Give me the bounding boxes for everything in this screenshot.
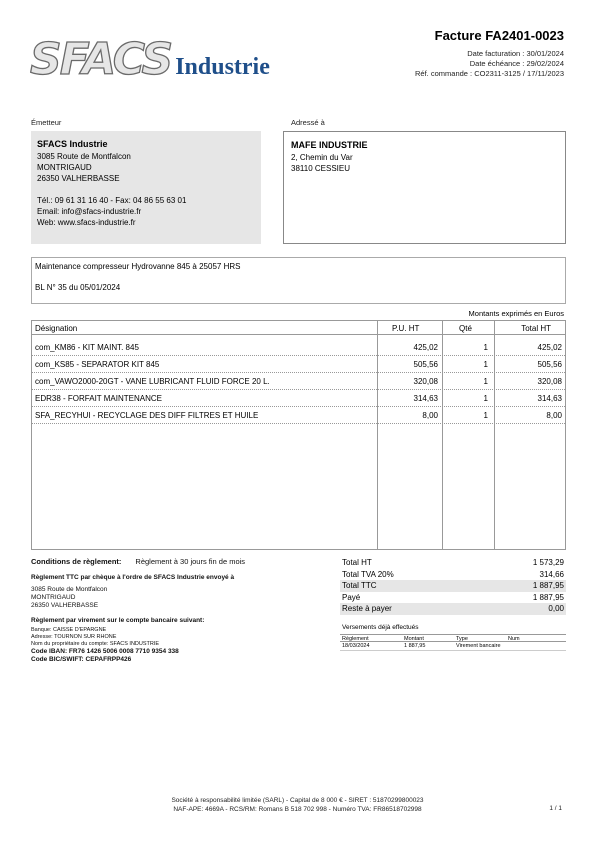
table-row <box>32 339 565 356</box>
object-box <box>31 257 566 304</box>
total-value: 1 887,95 <box>532 592 564 602</box>
col-designation: Désignation <box>35 324 78 333</box>
payments-table <box>340 634 566 651</box>
cheque-address-line: MONTRIGAUD <box>31 594 76 601</box>
total-row <box>340 603 566 615</box>
row-qty: 1 <box>483 343 488 352</box>
row-designation: EDR38 - FORFAIT MAINTENANCE <box>35 394 162 403</box>
emetteur-label: Émetteur <box>31 118 62 127</box>
table-header <box>32 321 565 335</box>
destinataire-label: Adressé à <box>291 118 325 127</box>
row-pu: 8,00 <box>422 411 438 420</box>
total-label: Total HT <box>342 558 372 568</box>
row-total: 425,02 <box>537 343 562 352</box>
destinataire-box <box>283 131 566 244</box>
emetteur-web: Web: www.sfacs-industrie.fr <box>37 218 136 227</box>
payments-col: Montant <box>404 636 424 642</box>
items-table <box>31 320 566 550</box>
total-label: Total TVA 20% <box>342 569 394 579</box>
emetteur-address-line: 26350 VALHERBASSE <box>37 174 120 183</box>
total-row <box>340 592 566 604</box>
col-pu: P.U. HT <box>392 324 420 333</box>
cheque-title: Règlement TTC par chèque à l'ordre de SFACS Industrie envoyé à <box>31 574 235 581</box>
cheque-address-line: 26350 VALHERBASSE <box>31 602 99 609</box>
emetteur-email: Email: info@sfacs-industrie.fr <box>37 207 142 216</box>
emetteur-phone: Tél.: 09 61 31 16 40 - Fax: 04 86 55 63 01 <box>37 196 187 205</box>
totals-block <box>340 557 566 615</box>
emetteur-name: SFACS Industrie <box>37 139 108 149</box>
total-row <box>340 569 566 581</box>
total-row <box>340 557 566 569</box>
destinataire-address-line: 38110 CESSIEU <box>291 164 350 173</box>
col-qty: Qté <box>459 324 472 333</box>
emetteur-address-line: 3085 Route de Montfalcon <box>37 152 131 161</box>
row-pu: 320,08 <box>413 377 438 386</box>
row-qty: 1 <box>483 394 488 403</box>
row-pu: 505,56 <box>413 360 438 369</box>
logo-mark: SFACS <box>30 34 172 85</box>
legal-footer <box>0 796 595 814</box>
row-designation: SFA_RECYHUI - RECYCLAGE DES DIFF FILTRES ET HUILE <box>35 411 259 420</box>
row-qty: 1 <box>483 360 488 369</box>
bic: Code BIC/SWIFT: CEPAFRPP426 <box>31 656 132 663</box>
row-designation: com_KM86 - KIT MAINT. 845 <box>35 343 139 352</box>
cheque-address-line: 3085 Route de Montfalcon <box>31 586 108 593</box>
payments-title: Versements déjà effectués <box>342 624 419 631</box>
payments-col: Type <box>456 636 468 642</box>
total-value: 1 573,29 <box>532 558 564 568</box>
row-designation: com_VAWO2000-20GT - VANE LUBRICANT FLUID FORCE 20 L. <box>35 377 270 386</box>
destinataire-address-line: 2, Chemin du Var <box>291 153 353 162</box>
company-logo <box>30 32 270 85</box>
currency-note: Montants exprimés en Euros <box>468 309 564 318</box>
payments-row <box>340 642 566 651</box>
due-date: Date échéance : 29/02/2024 <box>469 59 564 68</box>
total-label: Payé <box>342 592 361 602</box>
page-number: 1 / 1 <box>549 805 562 812</box>
logo-word: Industrie <box>175 54 270 80</box>
emetteur-box <box>31 131 261 244</box>
destinataire-name: MAFE INDUSTRIE <box>291 140 368 150</box>
col-total: Total HT <box>521 324 551 333</box>
order-ref: Réf. commande : CO2311-3125 / 17/11/2023 <box>415 69 564 78</box>
row-total: 314,63 <box>537 394 562 403</box>
bank-line: Nom du propriétaire du compte: SFACS INDUSTRIE <box>31 641 160 647</box>
bank-line: Banque: CAISSE D'EPARGNE <box>31 627 107 633</box>
object-line: Maintenance compresseur Hydrovanne 845 à 25057 HRS <box>35 262 241 271</box>
total-value: 0,00 <box>548 604 564 614</box>
invoice-title: Facture FA2401-0023 <box>434 28 564 43</box>
total-value: 314,66 <box>539 569 564 579</box>
row-total: 8,00 <box>546 411 562 420</box>
row-designation: com_KS85 - SEPARATOR KIT 845 <box>35 360 160 369</box>
row-qty: 1 <box>483 377 488 386</box>
invoice-date: Date facturation : 30/01/2024 <box>467 49 564 58</box>
total-label: Reste à payer <box>342 604 392 614</box>
payments-col: Règlement <box>342 636 369 642</box>
iban: Code IBAN: FR76 1426 5006 0008 7710 9354 338 <box>31 648 179 655</box>
payment-conditions <box>31 558 331 664</box>
total-value: 1 887,95 <box>532 581 564 591</box>
table-row <box>32 407 565 424</box>
payment-date: 18/03/2024 <box>342 643 370 649</box>
conditions-label: Conditions de règlement: <box>31 557 122 566</box>
footer-line: Société à responsabilité limitée (SARL) - Capital de 8 000 € - SIRET : 51870299800023 <box>171 797 424 804</box>
payments-header <box>340 634 566 642</box>
payment-amount: 1 887,95 <box>404 643 426 649</box>
total-label: Total TTC <box>342 581 377 591</box>
total-row <box>340 580 566 592</box>
row-qty: 1 <box>483 411 488 420</box>
invoice-meta <box>415 49 564 79</box>
row-pu: 425,02 <box>413 343 438 352</box>
delivery-note: BL N° 35 du 05/01/2024 <box>35 283 121 292</box>
bank-line: Adresse: TOURNON SUR RHONE <box>31 634 117 640</box>
footer-line: NAF-APE: 4669A - RCS/RM: Romans B 518 702 998 - Numéro TVA: FR86518702998 <box>173 806 422 813</box>
table-row <box>32 356 565 373</box>
payments-col: Num <box>508 636 520 642</box>
row-pu: 314,63 <box>413 394 438 403</box>
emetteur-address-line: MONTRIGAUD <box>37 163 92 172</box>
virement-title: Règlement par virement sur le compte bancaire suivant: <box>31 617 205 624</box>
payment-type: Virement bancaire <box>456 643 501 649</box>
conditions-value: Règlement à 30 jours fin de mois <box>135 557 246 566</box>
table-row <box>32 390 565 407</box>
row-total: 320,08 <box>537 377 562 386</box>
row-total: 505,56 <box>537 360 562 369</box>
table-row <box>32 373 565 390</box>
